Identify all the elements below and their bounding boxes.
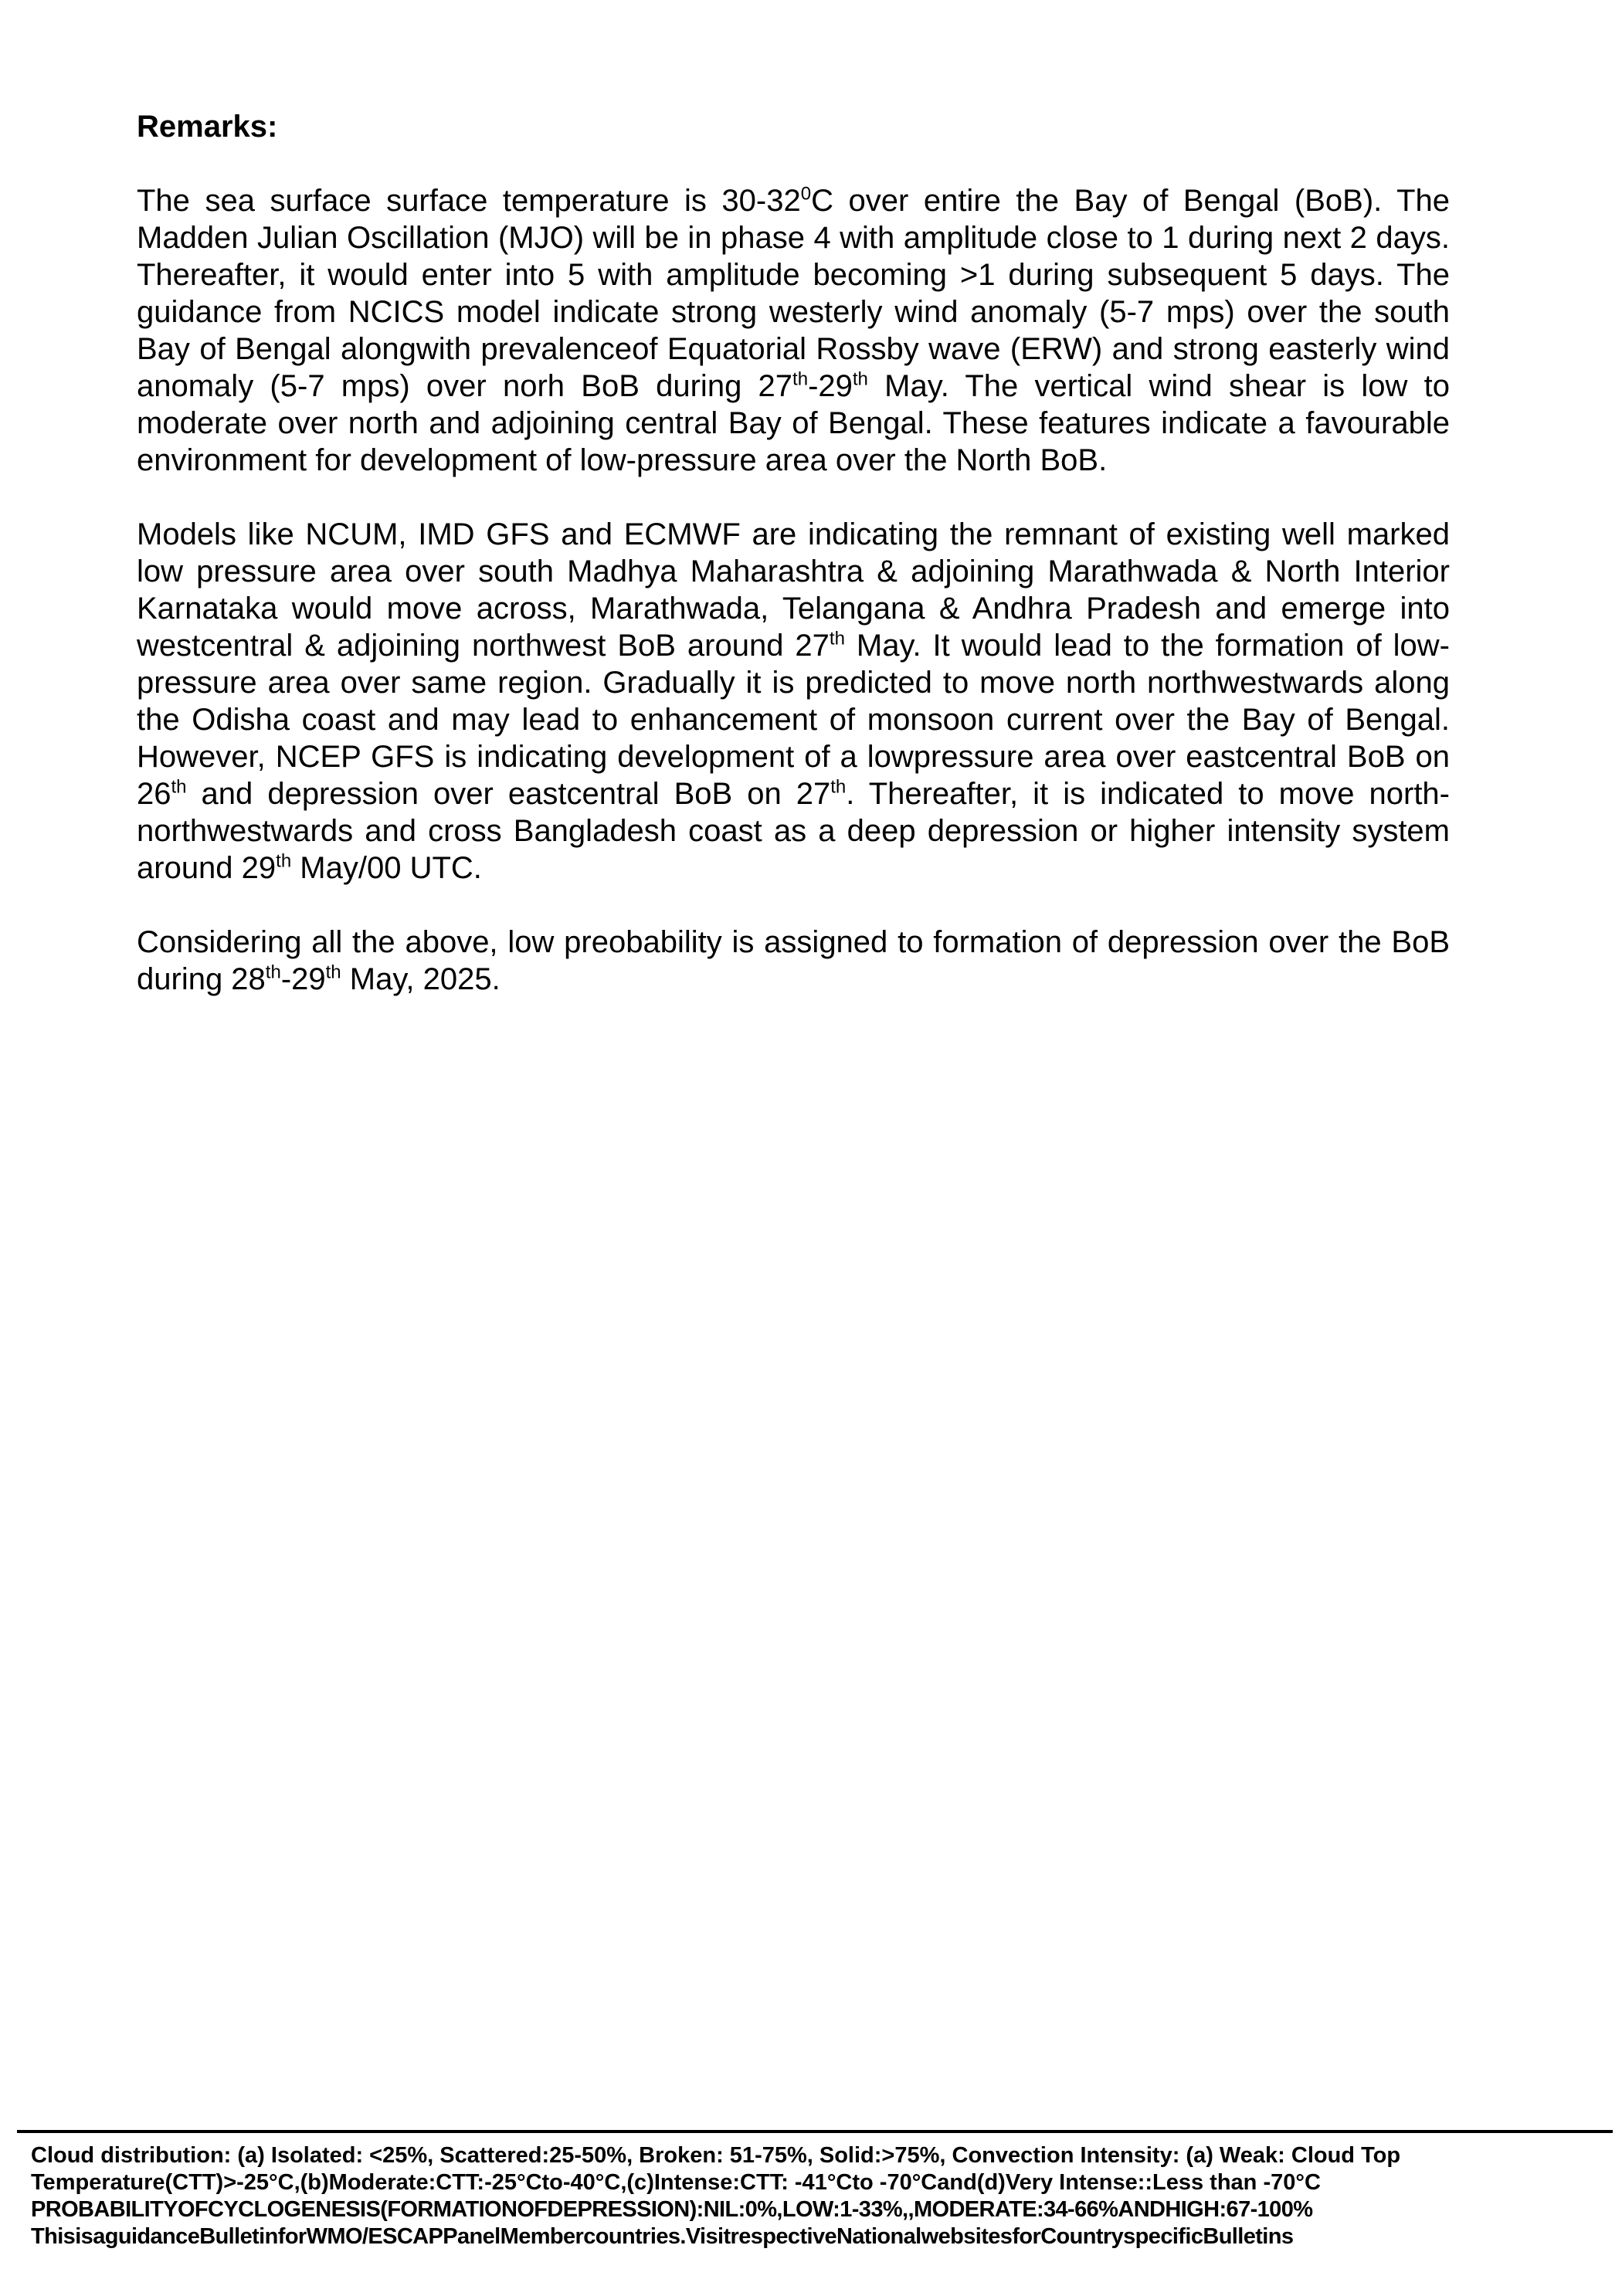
text-run: Models like NCUM, IMD GFS and ECMWF are indicating the remnant of existing well marked low pressure area over south Madhya Maharashtra & adjoining Marathwada & North Interior Karnataka would move across, Marathwada, Telangana & Andhra Pradesh and emerge into westcentral & adjoining northwest BoB around 27: [137, 517, 1450, 663]
text-run: C over entire the Bay of Bengal (BoB). The Madden Julian Oscillation (MJO) will be in phase 4 with amplitude close to 1 during next 2 days. Thereafter, it would enter into 5 with amplitude becoming >1 during subsequent 5 days. The guidance from NCICS model indicate strong westerly wind anomaly (5-7 mps) over the south Bay of Bengal alongwith prevalenceof Equatorial Rossby wave (ERW) and strong easterly wind anomaly (5-7 mps) over norh BoB during 27: [137, 184, 1451, 403]
footer-probability: PROBABILITYOFCYCLOGENESIS(FORMATIONOFDEPRESSION):NIL:0%,LOW:1-33%,,MODERATE:34-66%ANDHIGH:67-100%: [31, 2197, 1313, 2222]
text-run: The sea surface surface temperature is 30-32: [137, 184, 801, 218]
text-run: -29: [808, 369, 853, 403]
footer-divider: [17, 2130, 1613, 2133]
footer-cloud-distribution: Cloud distribution: (a) Isolated: <25%, Scattered:25-50%, Broken: 51-75%, Solid:>75%, Convection Intensity: (a) Weak: Cloud Top: [31, 2143, 1401, 2168]
paragraph-conclusion: [137, 924, 1450, 998]
footer-guidance-note: ThisisaguidanceBulletinforWMO/ESCAPPanelMembercountries.VisitrespectiveNationalwebsitesforCountryspecificBulletins: [31, 2224, 1294, 2249]
superscript: th: [325, 961, 341, 983]
text-run: May, 2025.: [341, 962, 501, 996]
superscript: th: [830, 776, 847, 798]
footer-convection-intensity: Temperature(CTT)>-25°C,(b)Moderate:CTT:-25°Cto-40°C,(c)Intense:CTT: -41°Cto -70°Cand(d)Very Intense::Less than -70°C: [31, 2170, 1321, 2195]
remarks-section: [137, 108, 1450, 1035]
superscript: th: [852, 368, 868, 390]
paragraph-models: [137, 516, 1450, 887]
superscript: th: [829, 628, 845, 649]
text-run: Considering all the above, low preobability is assigned to formation of depression over the BoB during 28: [137, 925, 1450, 996]
superscript: 0: [800, 183, 812, 205]
superscript: th: [171, 776, 187, 798]
superscript: th: [792, 368, 809, 390]
superscript: th: [276, 850, 292, 872]
text-run: and depression over eastcentral BoB on 27: [186, 777, 831, 811]
text-run: . Thereafter, it is indicated to move north-northwestwards and cross Bangladesh coast as a deep depression or higher intensity system around 29: [137, 777, 1451, 885]
paragraph-sst-mjo: [137, 182, 1450, 479]
text-run: May/00 UTC.: [291, 851, 482, 885]
remarks-heading: Remarks:: [137, 110, 278, 144]
text-run: May. It would lead to the formation of low-pressure area over same region. Gradually it is predicted to move north northwestwards along the Odisha coast and may lead to enhancement of monsoon current over the Bay of Bengal. However, NCEP GFS is indicating development of a lowpressure area over eastcentral BoB on 26: [137, 629, 1450, 811]
footer-notes: [31, 2142, 1607, 2250]
text-run: -29: [280, 962, 326, 996]
text-run: May. The vertical wind shear is low to moderate over north and adjoining central Bay of Bengal. These features indicate a favourable environment for development of low-pressure area over the North BoB.: [137, 369, 1450, 477]
superscript: th: [265, 961, 281, 983]
